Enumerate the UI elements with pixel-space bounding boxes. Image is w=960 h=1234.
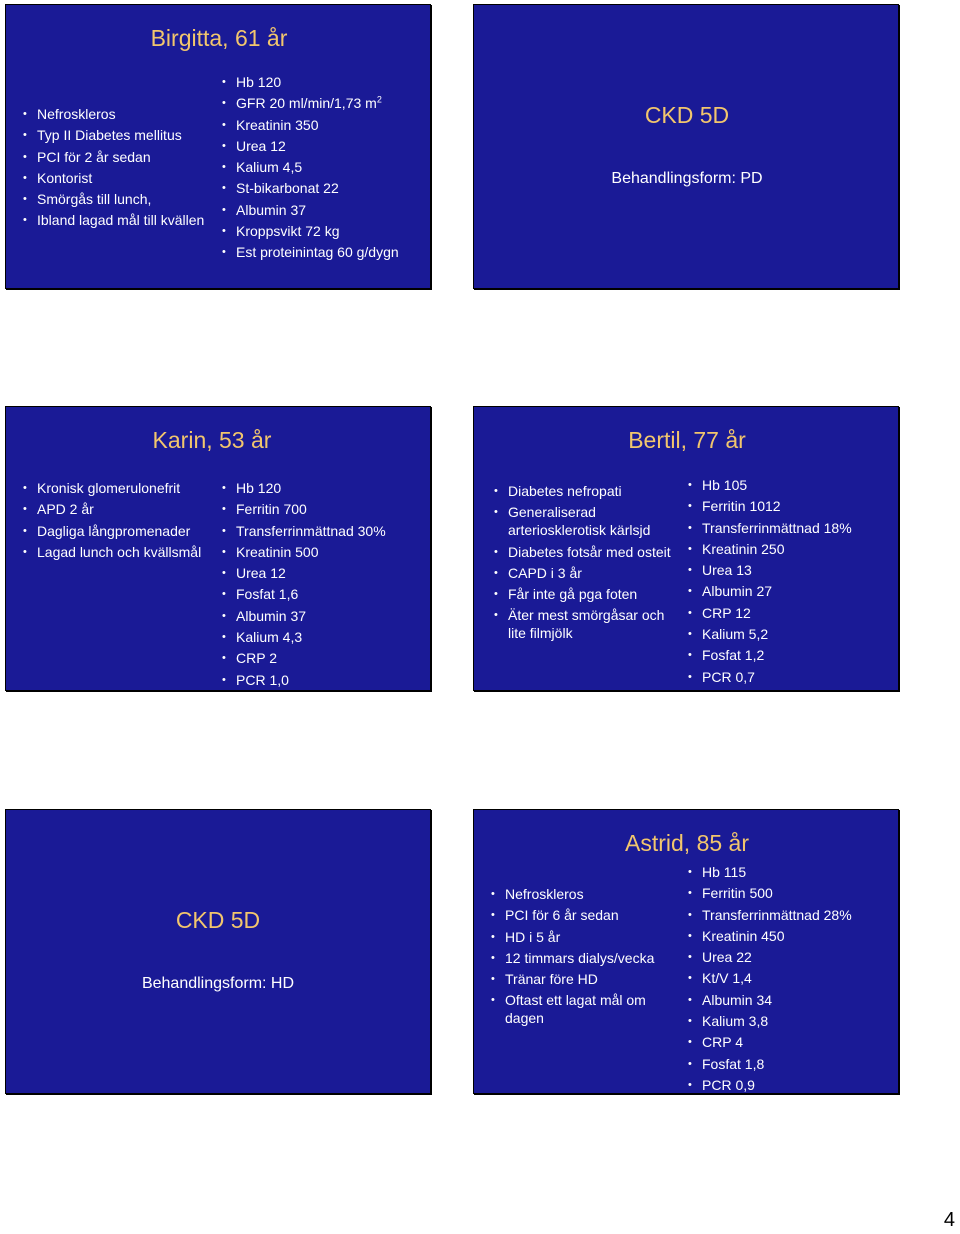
list-item: • Diabetes fotsår med osteit <box>494 543 686 561</box>
list-item: • Äter mest smörgåsar och lite filmjölk <box>494 606 686 642</box>
slide-title: Astrid, 85 år <box>625 830 749 856</box>
list-item: • Kontorist <box>23 169 208 187</box>
list-item: • Fosfat 1,2 <box>688 646 896 664</box>
list-item: • Nefroskleros <box>23 105 208 123</box>
list-item: • Urea 13 <box>688 561 896 579</box>
list-item: • Kalium 3,8 <box>688 1012 896 1030</box>
list-item: • Est proteinintag 60 g/dygn <box>222 243 427 261</box>
list-item: • Nefroskleros <box>491 885 681 903</box>
slide-subtitle: Behandlingsform: HD <box>141 975 295 992</box>
slide-title: Bertil, 77 år <box>628 427 746 453</box>
list-item: • Fosfat 1,6 <box>222 585 427 603</box>
list-item: • PCI för 6 år sedan <box>491 906 681 924</box>
list-item: • Lagad lunch och kvällsmål <box>23 543 223 561</box>
slide-title: Birgitta, 61 år <box>150 25 288 51</box>
list-item: • CRP 4 <box>688 1033 896 1051</box>
slide-ckd-pd <box>473 4 899 289</box>
list-item: • Urea 22 <box>688 948 896 966</box>
list-item: • Hb 115 <box>688 863 896 881</box>
list-item: • Hb 120 <box>222 479 427 497</box>
list-item: • Transferrinmättnad 18% <box>688 519 896 537</box>
list-item: • PCR 0,7 <box>688 668 896 686</box>
list-item: • CRP 12 <box>688 604 896 622</box>
patient-history-list <box>491 885 681 1031</box>
slide-bertil <box>473 406 899 691</box>
list-item: • Kt/V 1,4 <box>688 969 896 987</box>
list-item: • Kroppsvikt 72 kg <box>222 222 427 240</box>
list-item: • Transferrinmättnad 30% <box>222 522 427 540</box>
list-item: • Kreatinin 450 <box>688 927 896 945</box>
list-item: • HD i 5 år <box>491 928 681 946</box>
lab-values-list <box>222 73 427 265</box>
lab-values-list <box>688 863 896 1097</box>
list-item: • Kalium 4,5 <box>222 158 427 176</box>
list-item: • Albumin 37 <box>222 201 427 219</box>
list-item: • St-bikarbonat 22 <box>222 179 427 197</box>
slide-karin <box>5 406 431 691</box>
list-item: • Kreatinin 350 <box>222 116 427 134</box>
list-item: • Kreatinin 250 <box>688 540 896 558</box>
lab-values-list <box>222 479 427 692</box>
list-item: • PCI för 2 år sedan <box>23 148 208 166</box>
list-item: • Kreatinin 500 <box>222 543 427 561</box>
slide-title: CKD 5D <box>175 907 261 933</box>
page-number: 4 <box>943 1209 955 1231</box>
list-item: • Smörgås till lunch, <box>23 190 208 208</box>
slide-ckd-hd <box>5 809 431 1094</box>
list-item: • Albumin 27 <box>688 582 896 600</box>
list-item: • Ferritin 700 <box>222 500 427 518</box>
slide-title: Karin, 53 år <box>152 427 272 453</box>
list-item: • CAPD i 3 år <box>494 564 686 582</box>
patient-history-list <box>494 482 686 646</box>
list-item: • Kronisk glomerulonefrit <box>23 479 223 497</box>
list-item: • Oftast ett lagat mål om dagen <box>491 991 681 1027</box>
list-item: • Urea 12 <box>222 564 427 582</box>
slide-astrid <box>473 809 899 1094</box>
list-item: • Transferrinmättnad 28% <box>688 906 896 924</box>
slide-title: CKD 5D <box>644 102 730 128</box>
list-item: • Fosfat 1,8 <box>688 1055 896 1073</box>
lab-values-list <box>688 476 896 689</box>
list-item: • Albumin 34 <box>688 991 896 1009</box>
list-item: • Ibland lagad mål till kvällen <box>23 211 208 229</box>
list-item: • Ferritin 500 <box>688 884 896 902</box>
list-item: • Får inte gå pga foten <box>494 585 686 603</box>
patient-history-list <box>23 105 208 233</box>
list-item: • 12 timmars dialys/vecka <box>491 949 681 967</box>
list-item: • Hb 105 <box>688 476 896 494</box>
list-item: • Hb 120 <box>222 73 427 91</box>
list-item: • PCR 1,0 <box>222 671 427 689</box>
list-item: • Kalium 5,2 <box>688 625 896 643</box>
slide-subtitle: Behandlingsform: PD <box>611 170 763 187</box>
list-item: • Urea 12 <box>222 137 427 155</box>
slide-birgitta <box>5 4 431 289</box>
list-item: • Dagliga långpromenader <box>23 522 223 540</box>
list-item-gfr <box>222 94 427 112</box>
list-item: • Tränar före HD <box>491 970 681 988</box>
list-item: • Typ II Diabetes mellitus <box>23 126 208 144</box>
patient-history-list <box>23 479 223 564</box>
list-item: • Generaliserad arteriosklerotisk kärlsjd <box>494 503 686 539</box>
list-item: • PCR 0,9 <box>688 1076 896 1094</box>
gfr-text: GFR 20 ml/min/1,73 m <box>236 95 377 112</box>
list-item: • Ferritin 1012 <box>688 497 896 515</box>
list-item: • Diabetes nefropati <box>494 482 686 500</box>
list-item: • CRP 2 <box>222 649 427 667</box>
gfr-superscript: 2 <box>376 94 382 105</box>
list-item: • APD 2 år <box>23 500 223 518</box>
list-item: • Albumin 37 <box>222 607 427 625</box>
list-item: • Kalium 4,3 <box>222 628 427 646</box>
